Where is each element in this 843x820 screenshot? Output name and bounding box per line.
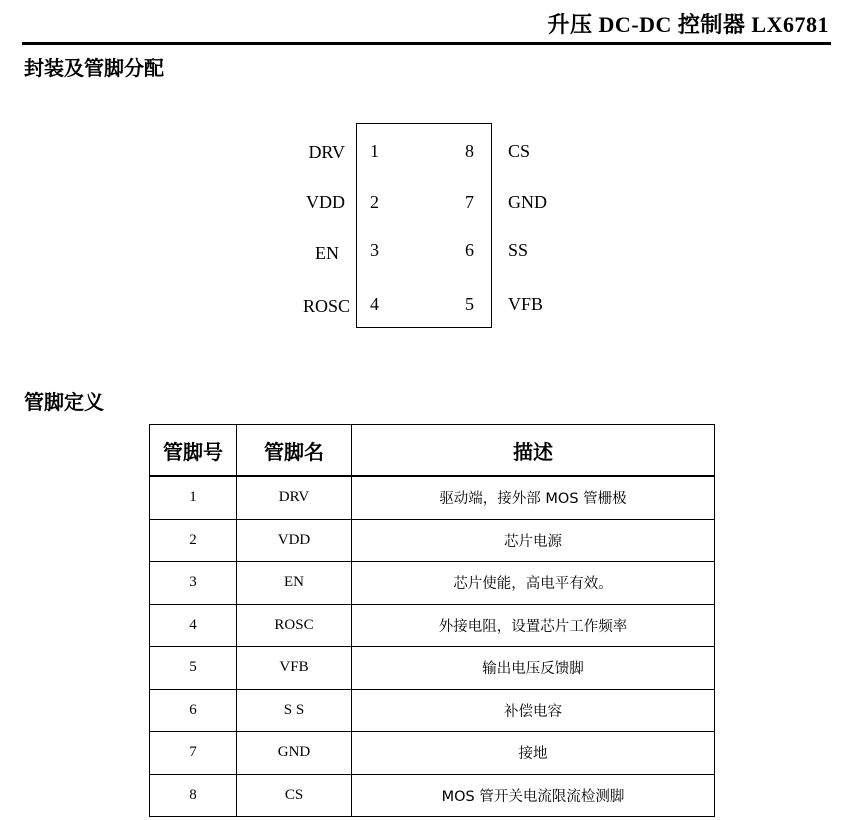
pin-number-cell: 8: [150, 774, 237, 817]
pin-number-2: 2: [370, 192, 379, 212]
pin-name-cell: VFB: [237, 647, 352, 690]
pin-definition-section-title: 管脚定义: [24, 390, 104, 414]
table-row: [150, 604, 715, 647]
pin-number-6: 6: [465, 240, 474, 260]
pin-number-3: 3: [370, 240, 379, 260]
pin-name-cell: S S: [237, 689, 352, 732]
pin-name-cell: VDD: [237, 519, 352, 562]
pin-number-cell: 3: [150, 562, 237, 605]
pin-label-ss: SS: [508, 240, 529, 260]
pin-definition-table: [149, 424, 715, 817]
pin-number-cell: 7: [150, 732, 237, 775]
table-header-row: [150, 425, 715, 477]
pin-label-gnd: GND: [508, 192, 547, 212]
table-row: [150, 476, 715, 519]
table-row: [150, 519, 715, 562]
pin-name-cell: CS: [237, 774, 352, 817]
pin-name-cell: DRV: [237, 476, 352, 519]
pin-label-rosc: ROSC: [302, 296, 350, 316]
pin-number-cell: 6: [150, 689, 237, 732]
pin-number-5: 5: [465, 294, 474, 314]
table-row: [150, 689, 715, 732]
pin-description-cell: 输出电压反馈脚: [352, 647, 715, 690]
pin-number-7: 7: [465, 192, 474, 212]
pin-label-vfb: VFB: [508, 294, 544, 314]
pin-description-cell: 外接电阻，设置芯片工作频率: [352, 604, 715, 647]
column-header-pin-name: 管脚名: [237, 425, 352, 477]
table-row: [150, 774, 715, 817]
pin-label-vdd: VDD: [306, 192, 345, 212]
pin-number-8: 8: [465, 141, 474, 161]
pin-label-drv: DRV: [308, 142, 345, 162]
header-divider: [22, 42, 831, 45]
pin-name-cell: GND: [237, 732, 352, 775]
pin-number-cell: 2: [150, 519, 237, 562]
package-section-title: 封装及管脚分配: [24, 56, 164, 80]
column-header-description: 描述: [352, 425, 715, 477]
pin-description-cell: 补偿电容: [352, 689, 715, 732]
pin-description-cell: 驱动端，接外部 MOS 管栅极: [352, 476, 715, 519]
pin-number-cell: 5: [150, 647, 237, 690]
table-row: [150, 732, 715, 775]
pin-number-4: 4: [370, 294, 379, 314]
pin-number-1: 1: [370, 141, 379, 161]
pin-name-cell: EN: [237, 562, 352, 605]
pin-label-en: EN: [315, 243, 339, 263]
pin-label-cs: CS: [508, 141, 531, 161]
document-header-title: 升压 DC-DC 控制器 LX6781: [547, 12, 829, 37]
pin-number-cell: 4: [150, 604, 237, 647]
pin-description-cell: 芯片使能，高电平有效。: [352, 562, 715, 605]
pin-description-cell: MOS 管开关电流限流检测脚: [352, 774, 715, 817]
pin-description-cell: 芯片电源: [352, 519, 715, 562]
table-row: [150, 562, 715, 605]
column-header-pin-number: 管脚号: [150, 425, 237, 477]
pin-description-cell: 接地: [352, 732, 715, 775]
pin-number-cell: 1: [150, 476, 237, 519]
table-row: [150, 647, 715, 690]
pin-name-cell: ROSC: [237, 604, 352, 647]
